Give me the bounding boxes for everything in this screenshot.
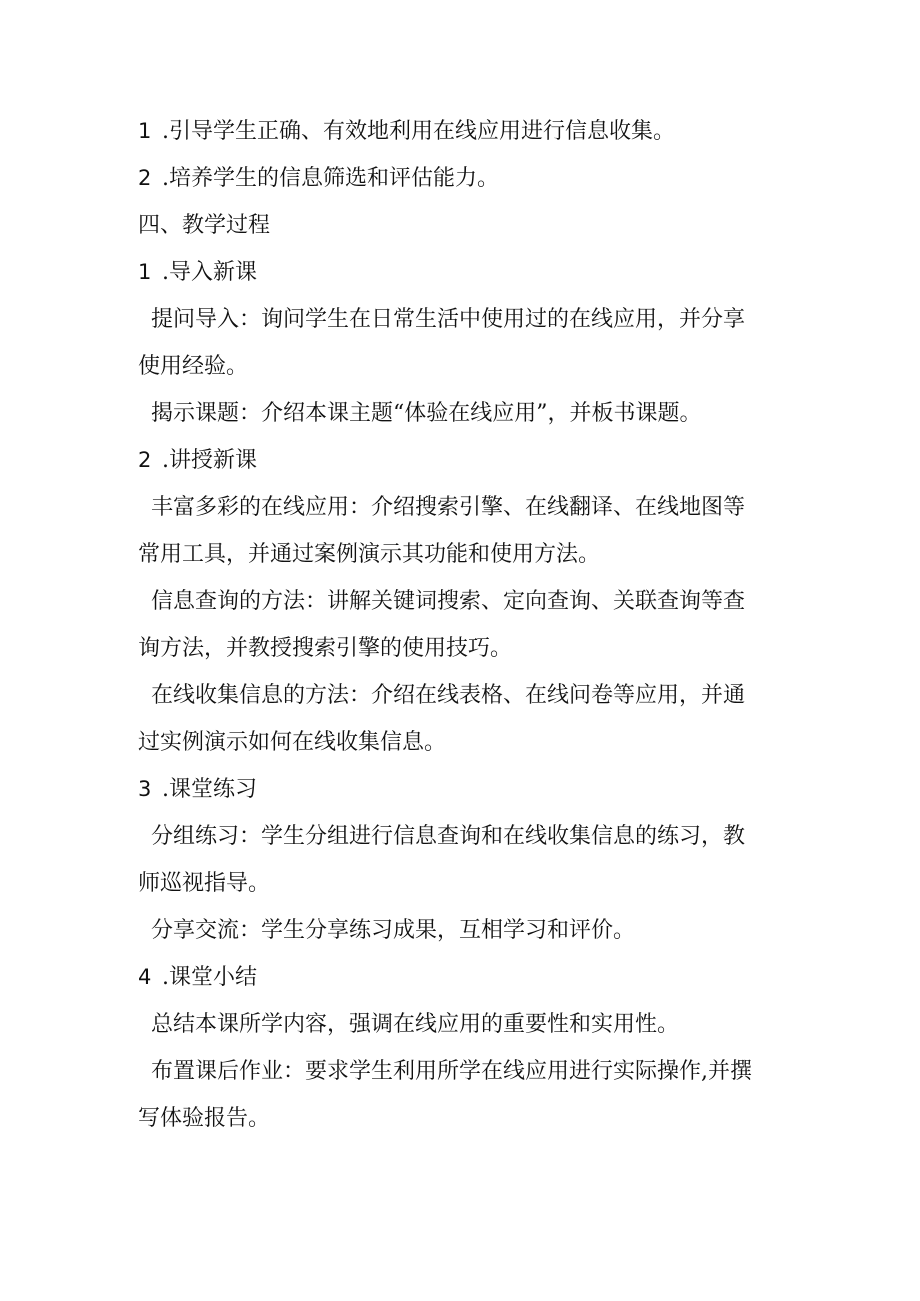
paragraph-line: 在线收集信息的方法：介绍在线表格、在线问卷等应用，并通 bbox=[151, 683, 746, 708]
paragraph-line: 总结本课所学内容，强调在线应用的重要性和实用性。 bbox=[151, 1012, 680, 1037]
step-heading-1 bbox=[138, 249, 788, 296]
paragraph-line: 信息查询的方法：讲解关键词搜索、定向查询、关联查询等查 bbox=[151, 589, 746, 614]
paragraph-line: 丰富多彩的在线应用：介绍搜索引擎、在线翻译、在线地图等 bbox=[151, 495, 746, 520]
paragraph-line: 询方法，并教授搜索引擎的使用技巧。 bbox=[138, 636, 513, 661]
paragraph-line: 揭示课题：介绍本课主题“体验在线应用”，并板书课题。 bbox=[151, 401, 702, 426]
step-heading-3 bbox=[138, 766, 788, 813]
paragraph-line: 写体验报告。 bbox=[138, 1106, 271, 1131]
step-title: .课堂练习 bbox=[162, 777, 257, 802]
document-body bbox=[138, 108, 788, 1142]
list-number: 4 bbox=[138, 965, 152, 989]
paragraph-line: 师巡视指导。 bbox=[138, 871, 271, 896]
step-heading-2 bbox=[138, 437, 788, 484]
step-title: .课堂小结 bbox=[162, 965, 257, 990]
list-number: 2 bbox=[138, 166, 152, 190]
objective-text: .引导学生正确、有效地利用在线应用进行信息收集。 bbox=[162, 119, 675, 144]
paragraph-line: 常用工具，并通过案例演示其功能和使用方法。 bbox=[138, 542, 601, 567]
section-heading-teaching-process: 四、教学过程 bbox=[138, 213, 271, 238]
paragraph-line: 布置课后作业：要求学生利用所学在线应用进行实际操作,并撰 bbox=[151, 1059, 752, 1084]
list-number: 1 bbox=[138, 119, 152, 143]
objective-text: .培养学生的信息筛选和评估能力。 bbox=[162, 166, 499, 191]
paragraph-line: 使用经验。 bbox=[138, 354, 249, 379]
paragraph-line: 分组练习：学生分组进行信息查询和在线收集信息的练习，教 bbox=[151, 824, 746, 849]
paragraph-line: 过实例演示如何在线收集信息。 bbox=[138, 730, 447, 755]
list-number: 3 bbox=[138, 777, 152, 801]
list-number: 2 bbox=[138, 448, 152, 472]
list-number: 1 bbox=[138, 260, 152, 284]
paragraph-line: 分享交流：学生分享练习成果，互相学习和评价。 bbox=[151, 918, 636, 943]
objective-item-1 bbox=[138, 108, 788, 155]
paragraph-line: 提问导入：询问学生在日常生活中使用过的在线应用，并分享 bbox=[151, 307, 746, 332]
step-title: .讲授新课 bbox=[162, 448, 257, 473]
step-heading-4 bbox=[138, 954, 788, 1001]
objective-item-2 bbox=[138, 155, 788, 202]
step-title: .导入新课 bbox=[162, 260, 257, 285]
